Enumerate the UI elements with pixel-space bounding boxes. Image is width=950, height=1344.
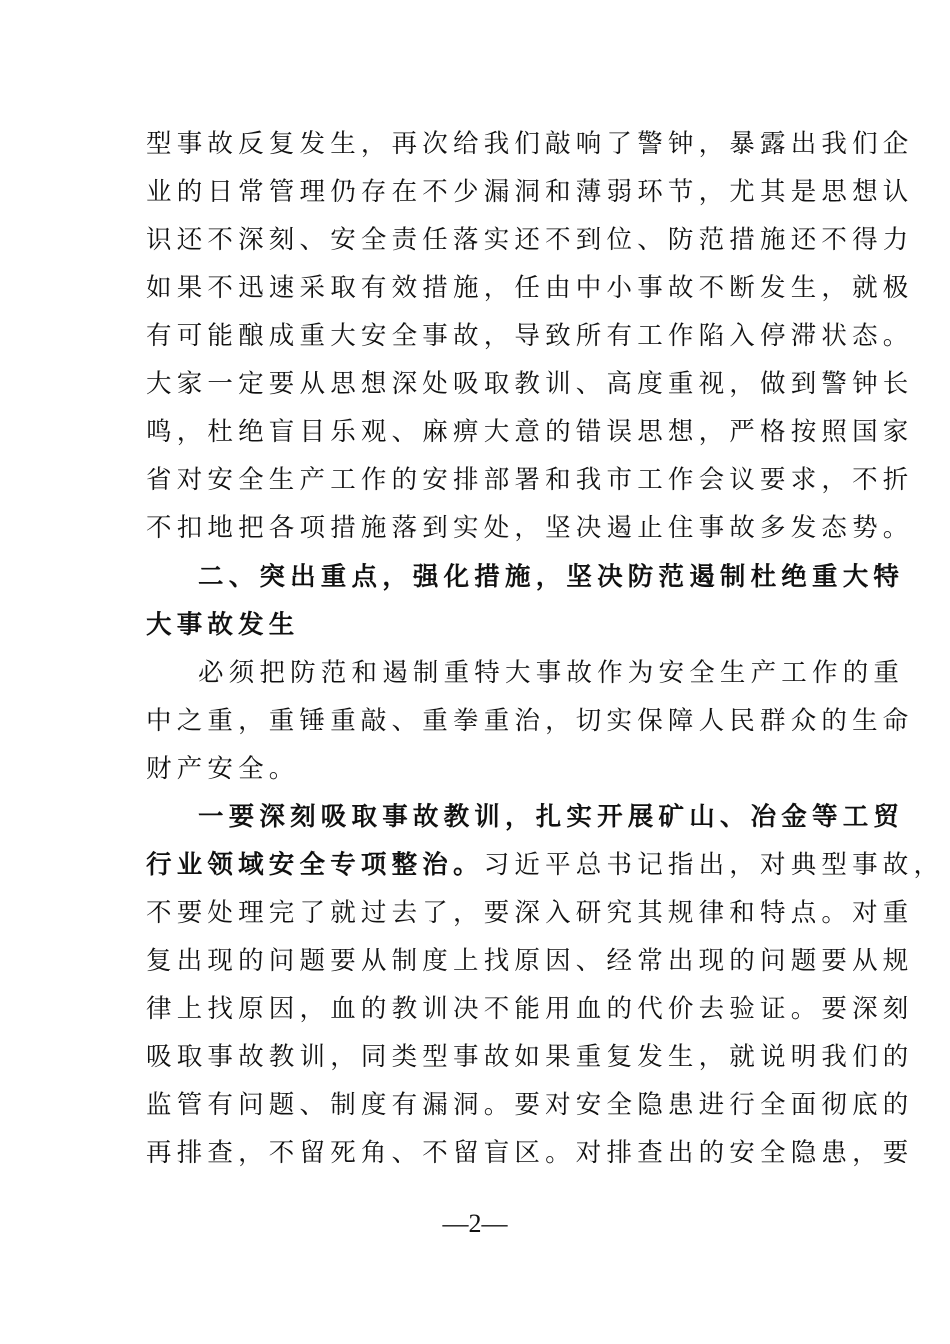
paragraph-line: 必须把防范和遏制重特大事故作为安全生产工作的重: [198, 658, 905, 688]
paragraph-line: 不要处理完了就过去了，要深入研究其规律和特点。对重: [146, 898, 914, 928]
paragraph-line: 鸣，杜绝盲目乐观、麻痹大意的错误思想，严格按照国家: [146, 417, 914, 447]
paragraph-2: [146, 649, 914, 793]
paragraph-line: 复出现的问题要从制度上找原因、经常出现的问题要从规: [146, 946, 914, 976]
paragraph-3: [146, 793, 945, 1177]
paragraph-line: 不扣地把各项措施落到实处，坚决遏止住事故多发态势。: [146, 513, 914, 543]
heading-line: 大事故发生: [146, 610, 300, 640]
paragraph-1: [146, 120, 914, 552]
body-text-run: 习近平总书记指出，对典型事故，: [483, 850, 945, 880]
bold-lead-text: 行业领域安全专项整治。: [146, 850, 484, 880]
paragraph-line: 有可能酿成重大安全事故，导致所有工作陷入停滞状态。: [146, 321, 914, 351]
paragraph-line: 业的日常管理仍存在不少漏洞和薄弱环节，尤其是思想认: [146, 177, 914, 207]
paragraph-line: 再排查，不留死角、不留盲区。对排查出的安全隐患，要: [146, 1138, 914, 1168]
paragraph-line: 型事故反复发生，再次给我们敲响了警钟，暴露出我们企: [146, 129, 914, 159]
section-heading-2: [146, 553, 905, 649]
bold-lead-line: 一要深刻吸取事故教训，扎实开展矿山、冶金等工贸: [198, 802, 905, 832]
paragraph-line: 大家一定要从思想深处吸取教训、高度重视，做到警钟长: [146, 369, 914, 399]
paragraph-line: 财产安全。: [146, 754, 300, 784]
paragraph-line: 吸取事故教训，同类型事故如果重复发生，就说明我们的: [146, 1042, 914, 1072]
paragraph-line: 中之重，重锤重敲、重拳重治，切实保障人民群众的生命: [146, 706, 914, 736]
paragraph-line: 监管有问题、制度有漏洞。要对安全隐患进行全面彻底的: [146, 1090, 914, 1120]
paragraph-line: 律上找原因，血的教训决不能用血的代价去验证。要深刻: [146, 994, 914, 1024]
paragraph-line: 省对安全生产工作的安排部署和我市工作会议要求，不折: [146, 465, 914, 495]
heading-line: 二、突出重点，强化措施，坚决防范遏制杜绝重大特: [198, 562, 905, 592]
mixed-line: [146, 841, 945, 889]
page-number: —2—: [442, 1209, 508, 1238]
paragraph-line: 识还不深刻、安全责任落实还不到位、防范措施还不得力: [146, 225, 914, 255]
paragraph-line: 如果不迅速采取有效措施，任由中小事故不断发生，就极: [146, 273, 914, 303]
